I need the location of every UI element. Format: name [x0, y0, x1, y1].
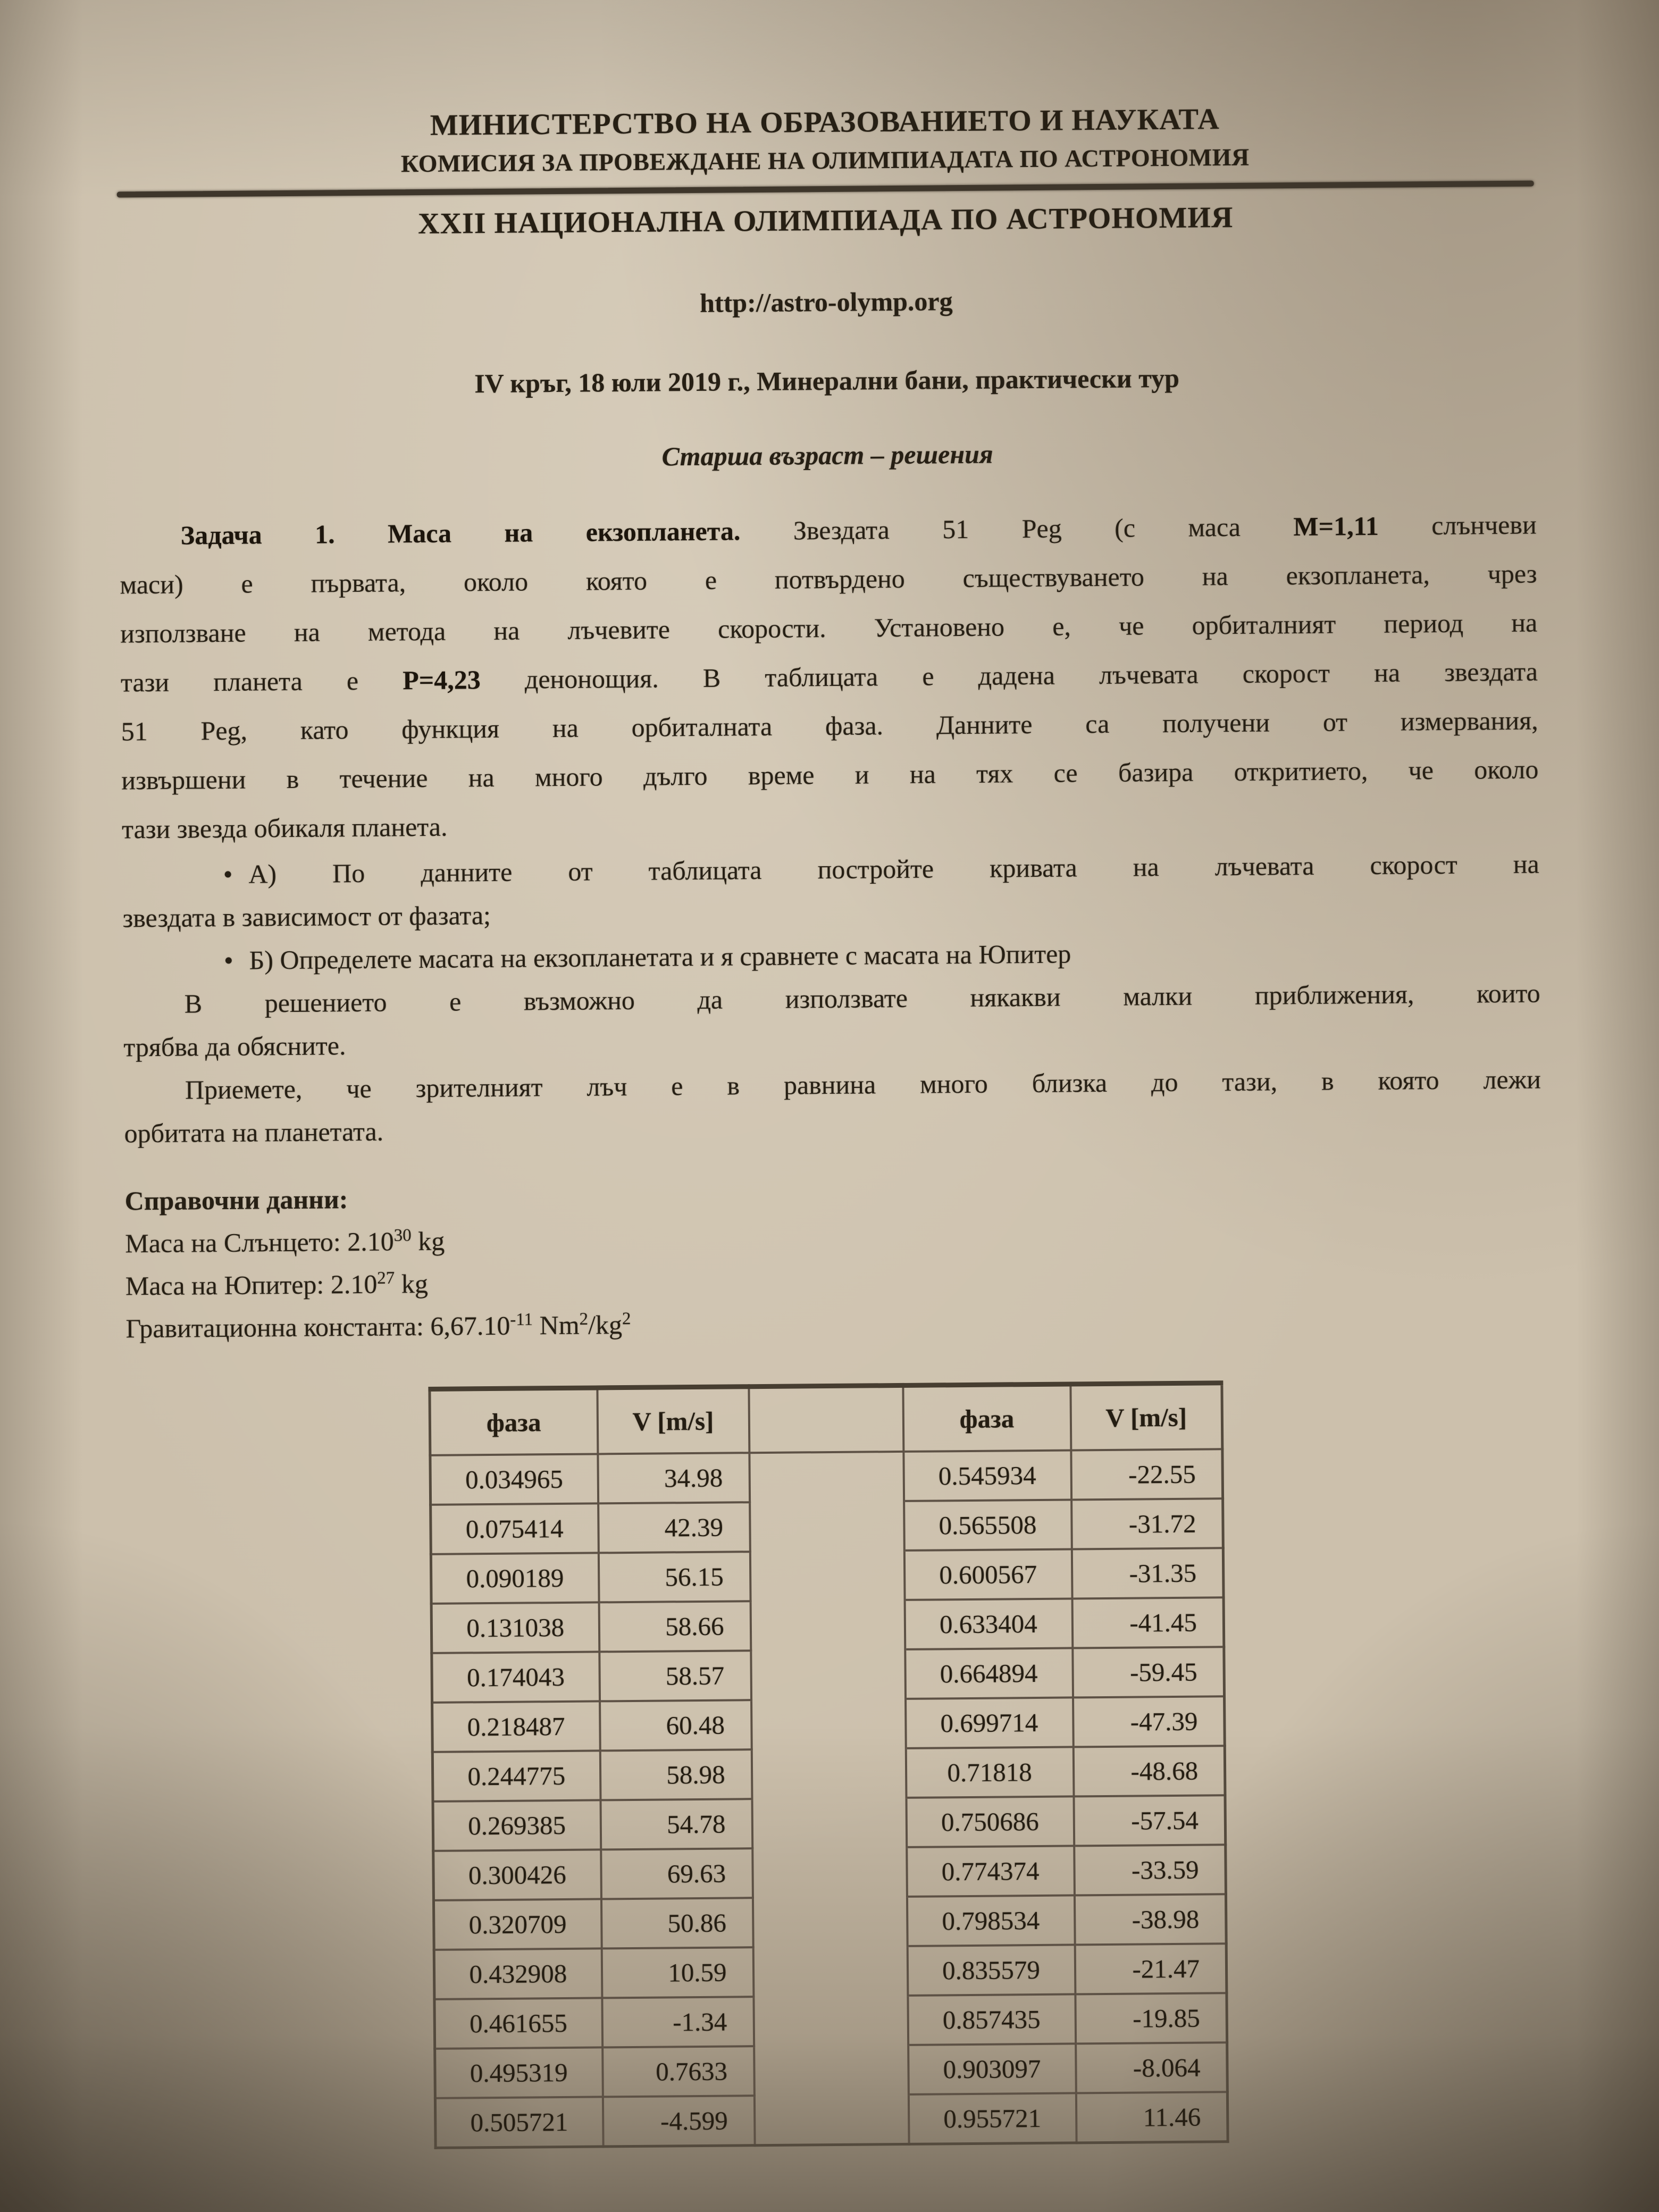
table-cell: 0.545934 [903, 1450, 1071, 1501]
table-cell: 0.903097 [908, 2043, 1076, 2094]
table-cell: 0.7633 [602, 2046, 755, 2097]
bullet-icon: • [223, 945, 233, 975]
table-row [431, 1498, 1224, 1554]
table-cell: 34.98 [598, 1453, 750, 1503]
table-cell [753, 1946, 908, 1997]
table-cell: 0.774374 [907, 1846, 1075, 1896]
round-info: IV кръг, 18 юли 2019 г., Минерални бани, практически тур [474, 363, 1180, 399]
header-rule [117, 181, 1534, 198]
intro-line: тази звезда обикаля планета. [121, 811, 448, 844]
table-cell: 0.857435 [908, 1994, 1076, 2045]
table-cell: 10.59 [601, 1947, 753, 1998]
table-cell: -59.45 [1073, 1647, 1225, 1697]
table-cell: 0.71818 [906, 1747, 1074, 1797]
phase-header: фаза [903, 1384, 1071, 1452]
table-cell: 50.86 [601, 1898, 753, 1948]
olympiad-title: XXII НАЦИОНАЛНА ОЛИМПИАДА ПО АСТРОНОМИЯ [417, 200, 1234, 241]
table-row [432, 1647, 1225, 1703]
table-cell [752, 1798, 907, 1848]
phase-header: фаза [430, 1388, 598, 1455]
table-cell: 0.565508 [904, 1499, 1072, 1550]
table-row [430, 1449, 1223, 1505]
radial-velocity-table [428, 1380, 1229, 2149]
problem-intro [119, 500, 1539, 854]
table-cell: 0.505721 [435, 2097, 603, 2148]
bullet-a-text: А) По данните от таблицата постройте кривата на лъчевата скорост на [248, 849, 1539, 889]
table-cell: 42.39 [598, 1502, 750, 1553]
table-cell: -19.85 [1075, 1993, 1227, 2043]
table-row [433, 1795, 1226, 1851]
table-cell [751, 1748, 906, 1799]
table-cell: 0.835579 [907, 1945, 1075, 1995]
table-cell: -4.599 [602, 2096, 755, 2147]
note-line: трябва да обясните. [123, 1030, 346, 1062]
table-cell: 0.461655 [434, 1998, 602, 2048]
table-row [433, 1845, 1226, 1900]
table-cell: -48.68 [1073, 1746, 1225, 1796]
table-cell: 0.218487 [432, 1701, 600, 1752]
table-cell: -47.39 [1073, 1696, 1225, 1747]
table-cell: -38.98 [1074, 1894, 1226, 1945]
table-cell: -21.47 [1075, 1943, 1227, 1994]
table-cell: -8.064 [1076, 2042, 1228, 2093]
table-row [433, 1894, 1226, 1950]
problem-tasks [122, 843, 1541, 1155]
table-cell [750, 1501, 904, 1552]
intro-line: 51 Peg, като функция на орбиталната фаза. Данните са получени от измервания, [121, 705, 1538, 747]
table-cell: 0.075414 [431, 1503, 599, 1554]
table-cell: 0.320709 [433, 1899, 601, 1949]
ministry-title: МИНИСТЕРСТВО НА ОБРАЗОВАНИЕТО И НАУКАТА [430, 103, 1220, 142]
table-cell [753, 1996, 908, 2046]
intro-line: маси) е първата, около която е потвърдено съществуването на екзопланета, чрез [120, 558, 1537, 600]
table-cell [754, 2045, 909, 2096]
intro-line: Задача 1. Маса на екзопланета. Звездата 51 Peg (с маса M=1,11 слънчеви [180, 509, 1537, 550]
table-cell: 0.750686 [906, 1796, 1074, 1847]
bullet-b-text: Б) Определете масата на екзопланетата и я сравнете с масата на Юпитер [249, 939, 1071, 975]
reference-data-section [124, 1168, 1543, 1350]
table-cell: 60.48 [600, 1700, 752, 1750]
table-cell: -1.34 [602, 1997, 754, 2047]
table-cell [751, 1699, 906, 1749]
table-cell [749, 1452, 904, 1502]
table-cell [754, 2094, 909, 2146]
table-row [435, 2092, 1228, 2148]
note-line: В решението е възможно да използвате някакви малки приближения, които [184, 978, 1540, 1019]
table-row [434, 1993, 1227, 2049]
jupiter-mass-line: Маса на Юпитер: 2.10$^{27}$ kg [125, 1268, 429, 1301]
table-cell: 0.244775 [432, 1750, 600, 1801]
table-cell: -33.59 [1074, 1845, 1226, 1895]
table-cell: 0.798534 [907, 1895, 1075, 1946]
table-cell: 0.432908 [434, 1948, 602, 1999]
sun-mass-line: Маса на Слънцето: 2.10$^{30}$ kg [125, 1226, 445, 1259]
gravitational-constant-line: Гравитационна константа: $6,67.10^{-11}$ $Nm^2/kg^2$ [125, 1309, 631, 1344]
table-cell: 0.090189 [431, 1553, 599, 1603]
table-cell: 0.269385 [433, 1800, 601, 1850]
table-cell: 0.699714 [906, 1697, 1074, 1748]
table-row [432, 1696, 1225, 1752]
table-cell: 0.633404 [904, 1598, 1073, 1649]
table-cell: 69.63 [601, 1848, 753, 1899]
reference-title: Справочни данни: [124, 1184, 348, 1216]
assumption-line: орбитата на планетата. [124, 1116, 384, 1149]
table-row [434, 1943, 1227, 1999]
table-cell: 11.46 [1076, 2092, 1228, 2143]
assumption-line: Приемете, че зрителният лъч е в равнина много близка до тази, в която лежи [185, 1064, 1541, 1105]
table-row [431, 1597, 1224, 1653]
website-url: http://astro-olymp.org [699, 286, 953, 318]
table-cell: 58.57 [599, 1650, 751, 1701]
bullet-icon: • [223, 859, 233, 889]
table-cell: -57.54 [1074, 1795, 1226, 1846]
table-cell: 0.495319 [435, 2047, 603, 2098]
intro-line: извършени в течение на много дълго време и на тях се базира откритието, че около [121, 754, 1539, 795]
table-cell: 56.15 [598, 1552, 750, 1602]
commission-title: КОМИСИЯ ЗА ПРОВЕЖДАНЕ НА ОЛИМПИАДАТА ПО АСТРОНОМИЯ [400, 143, 1250, 178]
table-cell [750, 1551, 904, 1601]
table-cell: 0.174043 [432, 1652, 600, 1702]
table-cell [751, 1649, 906, 1700]
table-cell: -41.45 [1072, 1597, 1224, 1648]
table-cell: -22.55 [1071, 1449, 1223, 1499]
table-cell: 54.78 [600, 1799, 752, 1849]
table-cell [752, 1847, 907, 1898]
table-row [435, 2042, 1228, 2098]
table-row [432, 1746, 1225, 1802]
table-header-row [430, 1383, 1222, 1455]
intro-line: използване на метода на лъчевите скорости. Установено е, че орбиталният период на [120, 607, 1538, 649]
table-cell [750, 1600, 905, 1650]
table-cell: -31.35 [1071, 1548, 1224, 1598]
table-cell: 0.300426 [433, 1849, 601, 1900]
bullet-a-continuation: звездата в зависимост от фазата; [122, 900, 491, 933]
table-cell [752, 1897, 907, 1947]
table-cell: 0.664894 [905, 1648, 1073, 1698]
table-cell: 0.600567 [904, 1549, 1072, 1599]
table-cell: 0.131038 [431, 1602, 599, 1653]
table-row [431, 1548, 1224, 1604]
spacer-header [749, 1385, 903, 1453]
table-cell: 58.66 [599, 1601, 751, 1652]
table-cell: 0.034965 [430, 1454, 598, 1504]
age-group-subtitle: Старша възраст – решения [661, 439, 993, 472]
table-cell: 58.98 [600, 1749, 752, 1800]
table-cell: 0.955721 [908, 2093, 1076, 2144]
velocity-header: V [m/s] [1070, 1383, 1222, 1451]
intro-line: тази планета е P=4,23 денонощия. В таблицата е дадена лъчевата скорост на звездата [120, 656, 1538, 698]
velocity-header: V [m/s] [597, 1387, 749, 1454]
table-cell: -31.72 [1071, 1498, 1224, 1549]
